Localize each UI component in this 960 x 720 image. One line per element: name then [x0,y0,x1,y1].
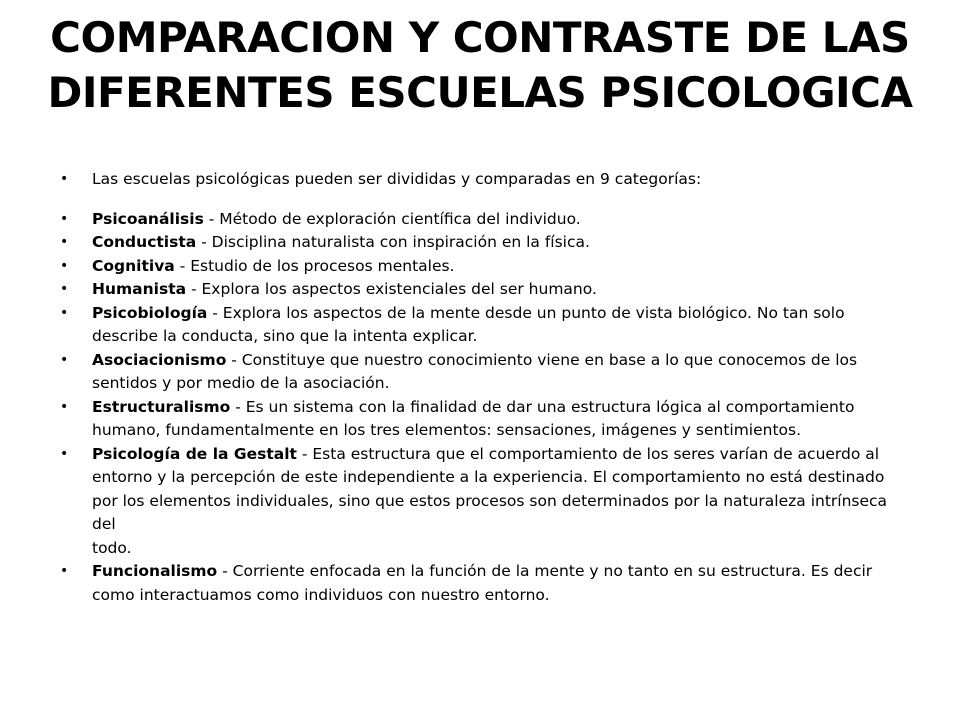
term-label: Humanista [92,280,187,298]
term-label: Psicoanálisis [92,209,204,228]
bullet-psicobiologia [60,302,910,349]
slide-title [40,10,920,120]
bullet-asociacionismo [60,349,910,396]
term-label: Psicología de la Gestalt [92,444,297,463]
term-label: Conductista [92,233,197,251]
intro-text: Las escuelas psicológicas pueden ser divididas y comparadas en 9 categorías: [92,170,702,188]
bullet-conductista [60,231,910,255]
term-description: - Explora los aspectos existenciales del ser humano. [186,280,597,298]
term-description: - Corriente enfocada en la función de la mente y no tanto en su estructura. Es decir como interactuamos como individuos con nuestro entorno. [92,562,873,604]
term-label: Estructuralismo [92,397,231,416]
slide-body [60,168,910,607]
bullet-icon: • [60,171,69,187]
term-description: - Disciplina naturalista con inspiración en la física. [196,233,590,251]
bullet-list [60,168,910,607]
slide-title-line-1: COMPARACION Y CONTRASTE DE LAS [50,13,910,62]
term-description: - Esta estructura que el comportamiento de los seres varían de acuerdo al entorno y la percepción de este independiente a la experiencia. El comportamiento no está destinado por los elementos individuales, sino que estos procesos son determinados por la naturaleza intrínseca del [92,444,888,533]
bullet-icon: • [60,210,69,227]
bullet-icon: • [60,563,69,579]
bullet-estructuralismo [60,396,910,443]
slide-title-line-2: DIFERENTES ESCUELAS PSICOLOGICA [47,68,913,117]
term-description: - Es un sistema con la finalidad de dar una estructura lógica al comportamiento humano, fundamentalmente en los tres elementos: sensaciones, imágenes y sentimientos. [92,397,855,439]
bullet-icon: • [60,304,69,321]
bullet-icon: • [60,351,69,368]
term-continuation: todo. [92,538,132,557]
term-label: Cognitiva [92,256,175,275]
term-label: Funcionalismo [92,562,218,580]
bullet-humanista [60,278,910,302]
bullet-gestalt [60,443,910,561]
bullet-psicoanalisis [60,208,910,232]
bullet-icon: • [60,257,69,274]
term-label: Psicobiología [92,303,208,322]
term-label: Asociacionismo [92,350,227,369]
term-description: - Explora los aspectos de la mente desde un punto de vista biológico. No tan solo describe la conducta, sino que la intenta explicar. [92,303,845,345]
bullet-funcionalismo [60,560,910,607]
bullet-icon: • [60,281,69,297]
bullet-intro [60,168,910,192]
term-description: - Estudio de los procesos mentales. [174,256,455,275]
term-description: - Método de exploración científica del individuo. [203,209,581,228]
term-description: - Constituye que nuestro conocimiento viene en base a lo que conocemos de los sentidos y por medio de la asociación. [92,350,858,392]
bullet-icon: • [60,234,69,250]
bullet-icon: • [60,398,69,415]
bullet-cognitiva [60,255,910,279]
bullet-icon: • [60,445,69,462]
